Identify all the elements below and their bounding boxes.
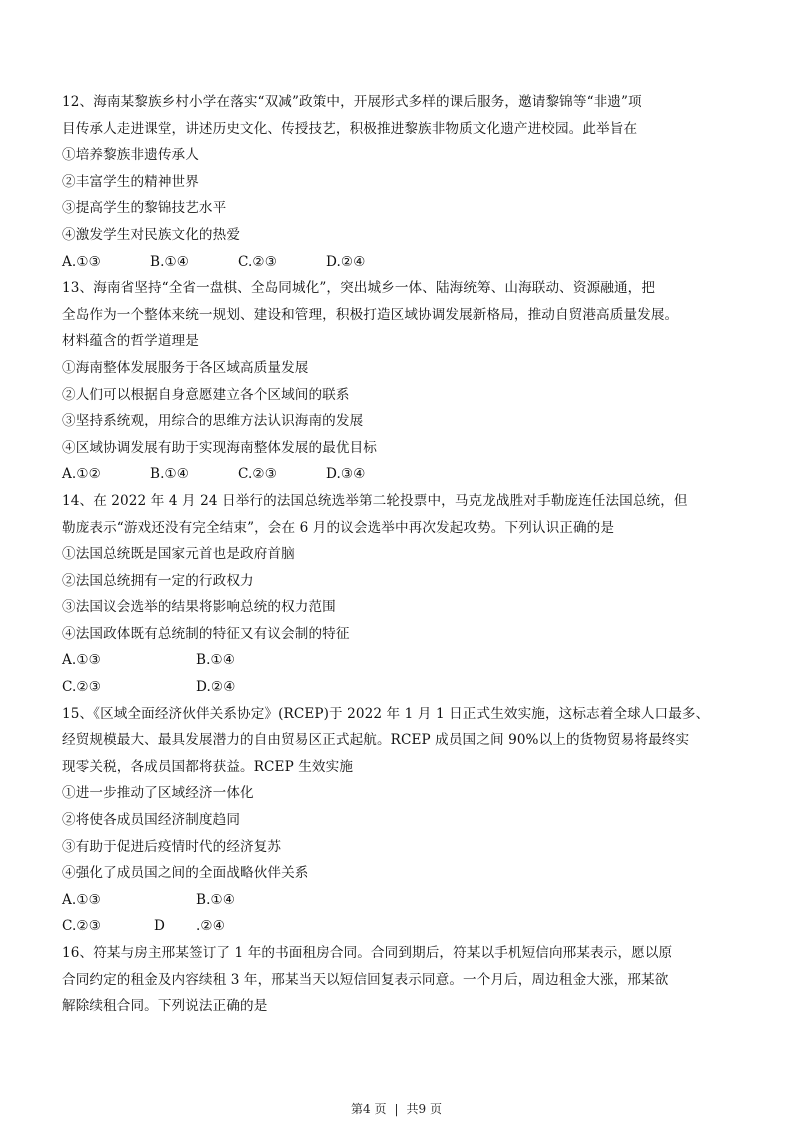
choice-item: ④激发学生对民族文化的热爱 [62,226,241,243]
choice-item: ③有助于促进后疫情时代的经济复苏 [62,838,282,855]
option-d-letter: D [154,918,165,935]
option-d: D.②④ [326,253,366,270]
choice-item: ②人们可以根据自身意愿建立各个区域间的联系 [62,386,350,403]
option-b: B.①④ [150,253,190,270]
option-c: C.②③ [62,918,102,935]
option-a: A.①③ [62,253,101,270]
option-d: D.③④ [326,466,366,483]
option-a: A.①② [62,466,101,483]
choice-item: ③法国议会选举的结果将影响总统的权力范围 [62,599,336,616]
question-stem-line: 现零关税，各成员国都将获益。RCEP 生效实施 [62,758,354,775]
answer-options [62,249,742,276]
choice-item: ④强化了成员国之间的全面战略伙伴关系 [62,865,309,882]
option-b: B.①④ [196,891,236,908]
choice-item: ①法国总统既是国家元首也是政府首脑 [62,546,295,563]
choice-item: ③提高学生的黎锦技艺水平 [62,200,227,217]
option-c: C.②③ [238,466,278,483]
answer-options [62,674,742,701]
question-stem-line: 经贸规模最大、最具发展潜力的自由贸易区正式起航。RCEP 成员国之间 90%以上的货物贸易将最终实 [62,732,690,749]
question-stem-line: 材料蕴含的哲学道理是 [62,333,199,350]
question-stem-line: 解除续租合同。下列说法正确的是 [62,998,268,1015]
option-d-text: .②④ [196,918,225,935]
option-d: D.②④ [196,679,236,696]
option-b: B.①④ [196,652,236,669]
answer-options [62,647,742,674]
option-c: C.②③ [238,253,278,270]
question-stem-line: 12、海南某黎族乡村小学在落实“双减”政策中，开展形式多样的课后服务，邀请黎锦等“非遗”项 [62,94,642,110]
choice-item: ④法国政体既有总统制的特征又有议会制的特征 [62,625,350,642]
choice-item: ③坚持系统观，用综合的思维方法认识海南的发展 [62,413,364,430]
total-pages: 共9 页 [406,1102,442,1116]
question-14 [62,488,742,701]
question-list [62,89,742,1020]
answer-options [62,887,742,914]
question-stem-line: 16、符某与房主邢某签订了 1 年的书面租房合同。合同到期后，符某以手机短信向邢某表示，愿以原 [62,945,673,961]
page-number: 第4 页 [351,1102,387,1116]
question-stem-line: 14、在 2022 年 4 月 24 日举行的法国总统选举第二轮投票中，马克龙战胜对手勒庞连任法国总统，但 [62,492,688,509]
question-16 [62,940,742,1020]
question-stem-line: 15、《区域全面经济伙伴关系协定》(RCEP)于 2022 年 1 月 1 日正式生效实施，这标志着全球人口最多、 [62,705,710,722]
choice-item: ①培养黎族非遗传承人 [62,147,199,164]
option-c: C.②③ [62,679,102,696]
question-stem-line: 13、海南省坚持“全省一盘棋、全岛同城化”，突出城乡一体、陆海统筹、山海联动、资源融通，把 [62,280,656,297]
page-footer [0,1101,793,1117]
question-stem-line: 勒庞表示“游戏还没有完全结束”，会在 6 月的议会选举中再次发起攻势。下列认识正确的是 [62,519,615,536]
choice-item: ②丰富学生的精神世界 [62,173,199,190]
choice-item: ①进一步推动了区域经济一体化 [62,785,254,802]
option-b: B.①④ [150,466,190,483]
question-stem-line: 全岛作为一个整体来统一规划、建设和管理，积极打造区域协调发展新格局，推动自贸港高质量发展。 [62,306,679,323]
question-15 [62,701,742,940]
option-a: A.①③ [62,652,101,669]
choice-item: ①海南整体发展服务于各区域高质量发展 [62,359,309,376]
question-13 [62,275,742,488]
option-a: A.①③ [62,891,101,908]
question-12 [62,89,742,275]
question-stem-line: 合同约定的租金及内容续租 3 年，邢某当天以短信回复表示同意。一个月后，周边租金大涨，邢某欲 [62,971,669,988]
question-stem-line: 目传承人走进课堂，讲述历史文化、传授技艺，积极推进黎族非物质文化遗产进校园。此举旨在 [62,120,638,137]
choice-item: ②将使各成员国经济制度趋同 [62,812,241,829]
answer-options [62,461,742,488]
footer-separator: | [394,1102,399,1116]
choice-item: ②法国总统拥有一定的行政权力 [62,572,254,589]
choice-item: ④区域协调发展有助于实现海南整体发展的最优目标 [62,439,377,456]
answer-options [62,913,742,940]
